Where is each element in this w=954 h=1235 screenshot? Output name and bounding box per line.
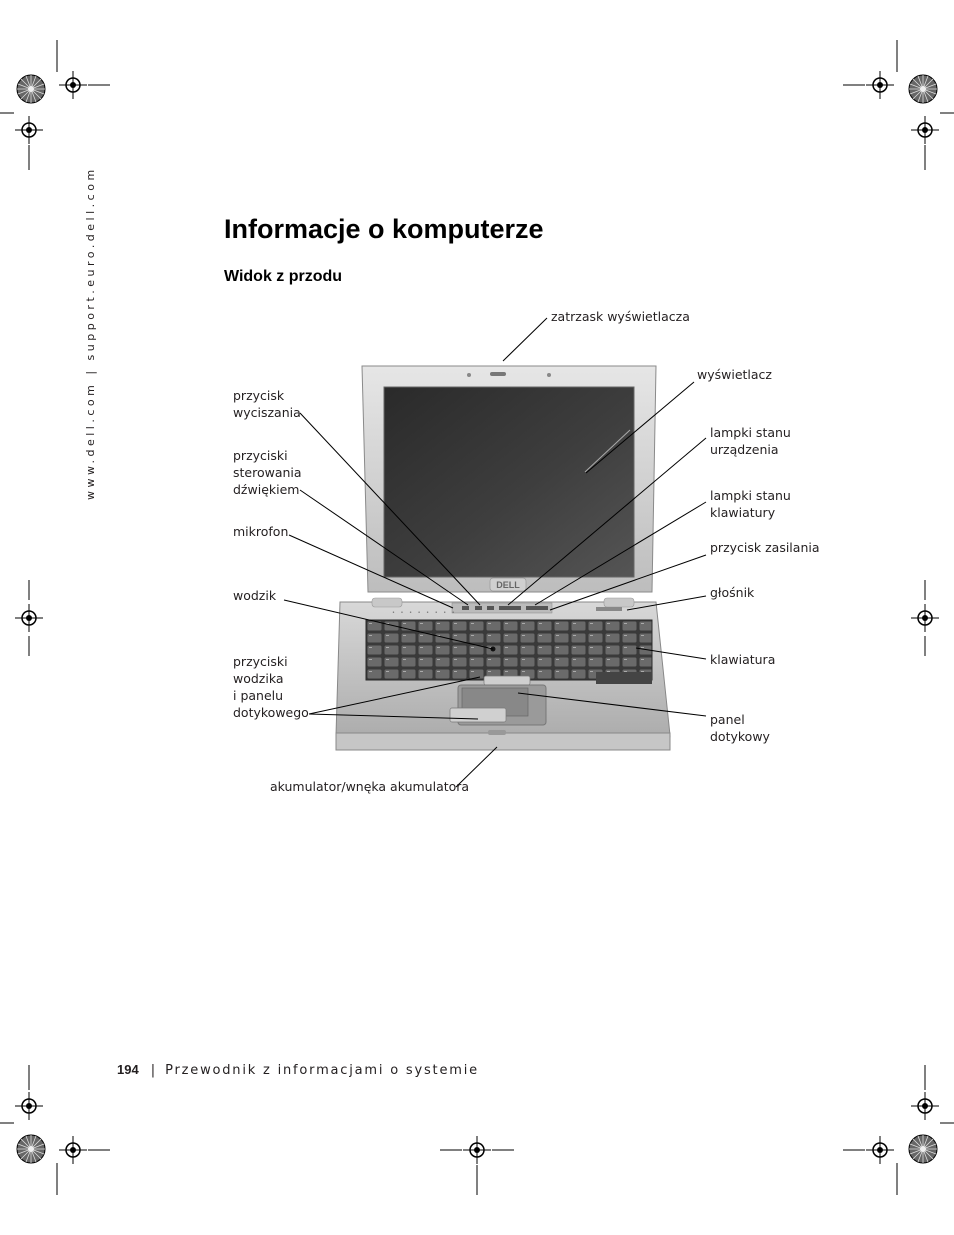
page-footer (117, 1062, 479, 1078)
page-number: 194 (117, 1062, 139, 1077)
footer-title: Przewodnik z informacjami o systemie (165, 1063, 479, 1078)
label-track-buttons: przyciski wodzika i panelu dotykowego (233, 654, 309, 720)
label-touch-pad: panel dotykowy (710, 712, 770, 744)
svg-text:• • • • • • • •: • • • • • • • • (392, 610, 457, 616)
label-keyboard-status-lights: lampki stanu klawiatury (710, 488, 791, 520)
label-keyboard: klawiatura (710, 652, 776, 667)
label-track-stick: wodzik (233, 588, 277, 603)
label-microphone: mikrofon (233, 524, 289, 539)
label-mute-button: przycisk wyciszania (233, 388, 301, 420)
label-speaker: głośnik (710, 585, 755, 600)
label-battery: akumulator/wnęka akumulatora (270, 779, 470, 794)
label-device-status-lights: lampki stanu urządzenia (710, 425, 791, 457)
footer-separator: | (150, 1063, 156, 1078)
label-volume-buttons: przyciski sterowania dźwiękiem (233, 448, 302, 497)
page-title: Informacje o komputerze (224, 214, 544, 244)
label-display-latch: zatrzask wyświetlacza (551, 309, 690, 324)
label-power-button: przycisk zasilania (710, 540, 820, 555)
brand-logo: DELL (496, 580, 520, 590)
sidebar-url: www.dell.com | support.euro.dell.com (84, 166, 97, 500)
label-display: wyświetlacz (697, 367, 772, 382)
section-title: Widok z przodu (224, 268, 343, 285)
